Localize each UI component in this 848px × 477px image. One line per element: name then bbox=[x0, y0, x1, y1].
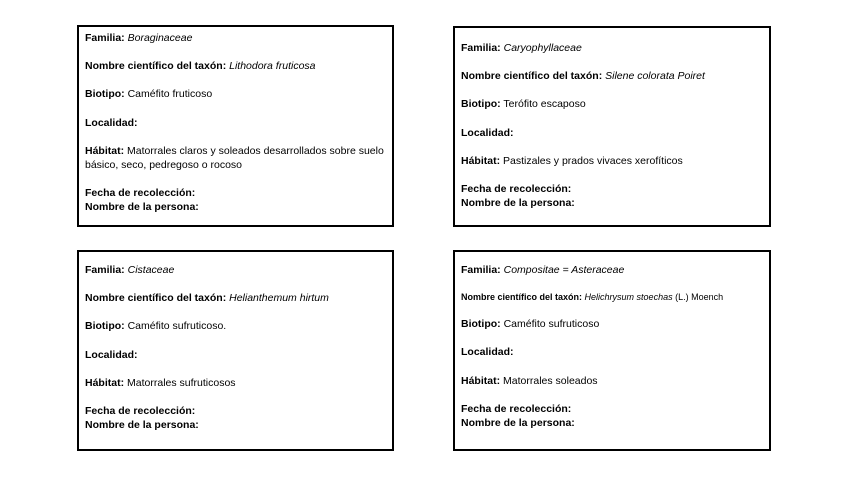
fecha-row: Fecha de recolección: bbox=[461, 402, 572, 415]
taxon-value: Helichrysum stoechas bbox=[584, 292, 673, 303]
biotipo-value: Caméfito fruticoso bbox=[127, 88, 213, 101]
localidad-row: Localidad: bbox=[85, 116, 138, 129]
persona-row: Nombre de la persona: bbox=[85, 419, 199, 432]
biotipo-row: Biotipo: Caméfito sufruticoso bbox=[461, 318, 600, 331]
habitat-row: Hábitat: Matorrales soleados bbox=[461, 374, 598, 387]
familia-value: Compositae = Asteraceae bbox=[503, 264, 625, 276]
habitat-value: Matorrales sufruticosos bbox=[127, 376, 236, 389]
familia-value: Boraginaceae bbox=[127, 32, 193, 44]
familia-row: Familia: Boraginaceae bbox=[85, 32, 193, 44]
persona-row: Nombre de la persona: bbox=[461, 417, 575, 429]
familia-value: Cistaceae bbox=[127, 264, 175, 276]
herbarium-label-card-4 bbox=[453, 250, 771, 451]
taxon-value: Lithodora fruticosa bbox=[229, 60, 316, 73]
biotipo-row: Biotipo: Caméfito fruticoso bbox=[85, 88, 213, 101]
herbarium-label-card-3 bbox=[77, 250, 394, 451]
fecha-row: Fecha de recolección: bbox=[85, 404, 196, 417]
localidad-row: Localidad: bbox=[85, 348, 138, 361]
familia-row: Familia: Caryophyllaceae bbox=[461, 42, 582, 54]
fecha-row: Fecha de recolección: bbox=[85, 187, 196, 200]
biotipo-value: Caméfito sufruticoso. bbox=[127, 320, 227, 333]
taxon-value: Silene colorata Poiret bbox=[605, 70, 705, 83]
habitat-row: Hábitat: Matorrales claros y soleados desarrollados sobre suelo básico, seco, pedregoso o rocoso bbox=[85, 144, 384, 171]
habitat-row: Hábitat: Matorrales sufruticosos bbox=[85, 376, 236, 389]
biotipo-row: Biotipo: Terófito escaposo bbox=[461, 98, 586, 111]
persona-row: Nombre de la persona: bbox=[461, 197, 575, 210]
habitat-value: Matorrales claros y soleados desarrollados sobre suelo básico, seco, pedregoso o rocoso bbox=[85, 144, 384, 171]
biotipo-value: Caméfito sufruticoso bbox=[503, 318, 600, 331]
fecha-row: Fecha de recolección: bbox=[461, 182, 572, 195]
herbarium-label-card-1 bbox=[77, 25, 394, 227]
taxon-author: (L.) Moench bbox=[675, 292, 724, 303]
habitat-value: Pastizales y prados vivaces xerofíticos bbox=[503, 154, 683, 167]
taxon-row: Nombre científico del taxón: Helichrysum stoechas (L.) Moench bbox=[461, 292, 724, 303]
biotipo-row: Biotipo: Caméfito sufruticoso. bbox=[85, 320, 227, 333]
familia-row: Familia: Compositae = Asteraceae bbox=[461, 264, 625, 276]
habitat-value: Matorrales soleados bbox=[503, 374, 598, 387]
taxon-row: Nombre científico del taxón: Silene colorata Poiret bbox=[461, 70, 705, 83]
localidad-row: Localidad: bbox=[461, 126, 514, 139]
habitat-row: Hábitat: Pastizales y prados vivaces xerofíticos bbox=[461, 154, 683, 167]
localidad-row: Localidad: bbox=[461, 346, 514, 359]
biotipo-value: Terófito escaposo bbox=[503, 98, 586, 111]
taxon-row: Nombre científico del taxón: Helianthemum hirtum bbox=[85, 292, 329, 305]
familia-row: Familia: Cistaceae bbox=[85, 264, 175, 276]
herbarium-label-card-2 bbox=[453, 26, 771, 227]
taxon-value: Helianthemum hirtum bbox=[229, 292, 329, 305]
taxon-row: Nombre científico del taxón: Lithodora fruticosa bbox=[85, 60, 316, 73]
persona-row: Nombre de la persona: bbox=[85, 201, 199, 214]
familia-value: Caryophyllaceae bbox=[503, 42, 582, 54]
